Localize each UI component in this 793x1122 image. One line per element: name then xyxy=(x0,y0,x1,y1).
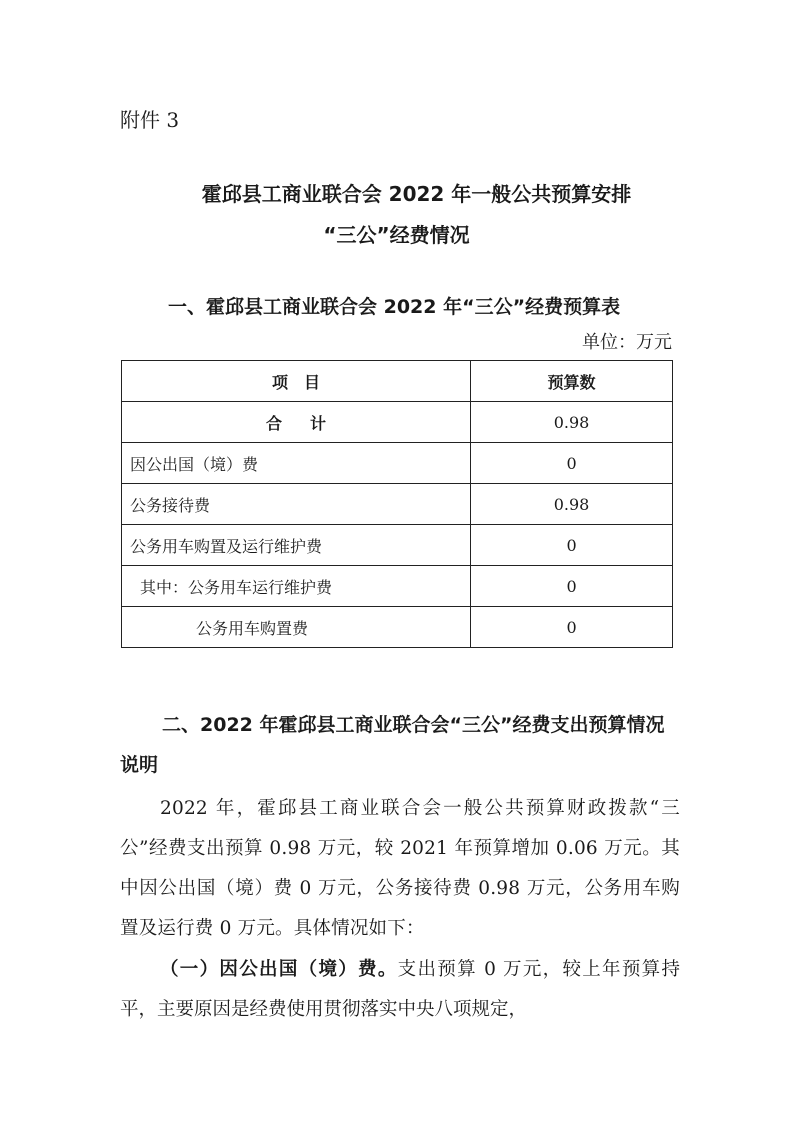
row-value: 0 xyxy=(471,443,673,484)
document-title-line-2: “三公”经费情况 xyxy=(323,223,470,247)
row-value: 0 xyxy=(471,566,673,607)
budget-table xyxy=(121,360,673,648)
row-value: 0 xyxy=(471,525,673,566)
paragraph-summary: 2022 年，霍邱县工商业联合会一般公共预算财政拨款“三公”经费支出预算 0.98 万元，较 2021 年预算增加 0.06 万元。其中因公出国（境）费 0 万元，公务接待费 0.98 万元，公务用车购置及运行费 0 万元。具体情况如下： xyxy=(120,798,680,939)
document-title-line-1: 霍邱县工商业联合会 2022 年一般公共预算安排 xyxy=(201,182,632,206)
row-name: 公务用车购置费 xyxy=(122,607,471,648)
header-amount: 预算数 xyxy=(471,361,673,402)
paragraph-overseas-travel xyxy=(120,950,680,1030)
table-row-total xyxy=(122,402,673,443)
row-name: 合计 xyxy=(122,402,471,443)
table-row xyxy=(122,443,673,484)
attachment-label: 附件 3 xyxy=(120,108,180,132)
row-value: 0 xyxy=(471,607,673,648)
row-name: 公务用车购置及运行维护费 xyxy=(122,525,471,566)
paragraph-body: 支出预算 0 万元，较上年预算持平，主要原因是经费使用贯彻落实中央八项规定， xyxy=(120,959,680,1020)
table-row xyxy=(122,607,673,648)
section-1-heading: 一、霍邱县工商业联合会 2022 年“三公”经费预算表 xyxy=(168,296,621,318)
paragraph-lead: （一）因公出国（境）费。 xyxy=(160,959,398,980)
table-row xyxy=(122,566,673,607)
row-name: 公务接待费 xyxy=(122,484,471,525)
table-row xyxy=(122,484,673,525)
row-name: 其中：公务用车运行维护费 xyxy=(122,566,471,607)
unit-label: 单位：万元 xyxy=(582,332,672,353)
section-2-heading: 二、2022 年霍邱县工商业联合会“三公”经费支出预算情况说明 xyxy=(120,714,665,776)
table-header-row xyxy=(122,361,673,402)
row-value: 0.98 xyxy=(471,484,673,525)
row-value: 0.98 xyxy=(471,402,673,443)
row-name: 因公出国（境）费 xyxy=(122,443,471,484)
table-row xyxy=(122,525,673,566)
header-item: 项 目 xyxy=(122,361,471,402)
